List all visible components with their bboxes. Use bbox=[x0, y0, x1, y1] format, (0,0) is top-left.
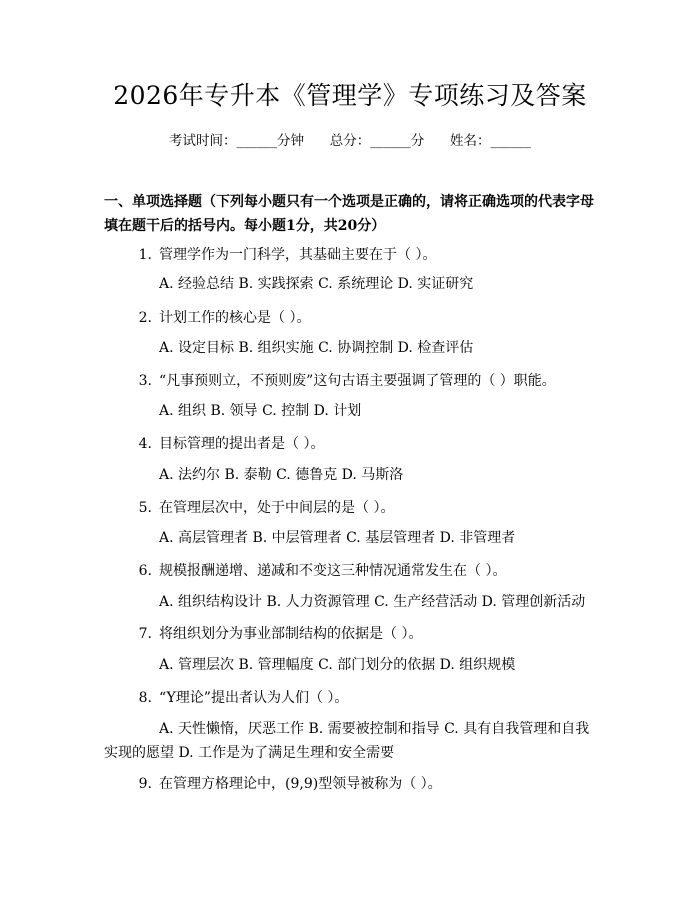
question-number: 7. bbox=[138, 626, 152, 642]
question-options: A. 经验总结 B. 实践探索 C. 系统理论 D. 实证研究 bbox=[159, 276, 474, 292]
question-options: A. 管理层次 B. 管理幅度 C. 部门划分的依据 D. 组织规模 bbox=[159, 657, 516, 673]
question-row bbox=[0, 496, 700, 520]
question-number: 2. bbox=[138, 310, 152, 326]
question-number: 3. bbox=[138, 373, 152, 389]
question-text: 管理学作为一门科学，其基础主要在于（ ）。 bbox=[159, 247, 437, 263]
question-options: A. 天性懒惰，厌恶工作 B. 需要被控制和指导 C. 具有自我管理和自我实现的愿望 D. 工作是为了满足生理和安全需要 bbox=[104, 721, 590, 761]
question-options: A. 高层管理者 B. 中层管理者 C. 基层管理者 D. 非管理者 bbox=[159, 530, 516, 546]
question-text: 将组织划分为事业部制结构的依据是（ ）。 bbox=[159, 626, 423, 642]
question-number: 4. bbox=[138, 436, 152, 452]
question-number: 5. bbox=[138, 500, 152, 516]
question-number: 6. bbox=[138, 563, 152, 579]
question-text: 规模报酬递增、递减和不变这三种情况通常发生在（ ）。 bbox=[159, 563, 507, 579]
question-options: A. 设定目标 B. 组织实施 C. 协调控制 D. 检查评估 bbox=[159, 340, 474, 356]
question-number: 1. bbox=[138, 247, 152, 263]
exam-info-line: 考试时间：______分钟 总分：______分 姓名：______ bbox=[169, 133, 531, 149]
question-row bbox=[0, 432, 700, 456]
question-options: A. 法约尔 B. 泰勒 C. 德鲁克 D. 马斯洛 bbox=[159, 467, 404, 483]
question-row bbox=[0, 686, 700, 710]
question-text: 目标管理的提出者是（ ）。 bbox=[159, 436, 325, 452]
question-number: 9. bbox=[138, 776, 152, 792]
question-options: A. 组织结构设计 B. 人力资源管理 C. 生产经营活动 D. 管理创新活动 bbox=[159, 594, 586, 610]
question-text: “凡事预则立，不预则废”这句古语主要强调了管理的（ ）职能。 bbox=[159, 373, 556, 389]
question-text: 在管理层次中，处于中间层的是（ ）。 bbox=[159, 500, 395, 516]
question-row bbox=[0, 369, 700, 393]
question-row bbox=[0, 306, 700, 330]
section-heading: 一、单项选择题（下列每小题只有一个选项是正确的，请将正确选项的代表字母填在题干后的括号内。每小题1分，共20分） bbox=[104, 194, 594, 234]
question-row bbox=[0, 772, 700, 796]
question-row bbox=[0, 559, 700, 583]
question-row bbox=[0, 622, 700, 646]
question-options: A. 组织 B. 领导 C. 控制 D. 计划 bbox=[159, 403, 362, 419]
document-title: 2026年专升本《管理学》专项练习及答案 bbox=[113, 81, 587, 110]
question-text: 在管理方格理论中，(9,9)型领导被称为（ ）。 bbox=[159, 776, 442, 792]
question-text: “Y理论”提出者认为人们（ ）。 bbox=[159, 690, 349, 706]
question-text: 计划工作的核心是（ ）。 bbox=[159, 310, 311, 326]
question-row bbox=[0, 243, 700, 267]
question-number: 8. bbox=[138, 690, 152, 706]
